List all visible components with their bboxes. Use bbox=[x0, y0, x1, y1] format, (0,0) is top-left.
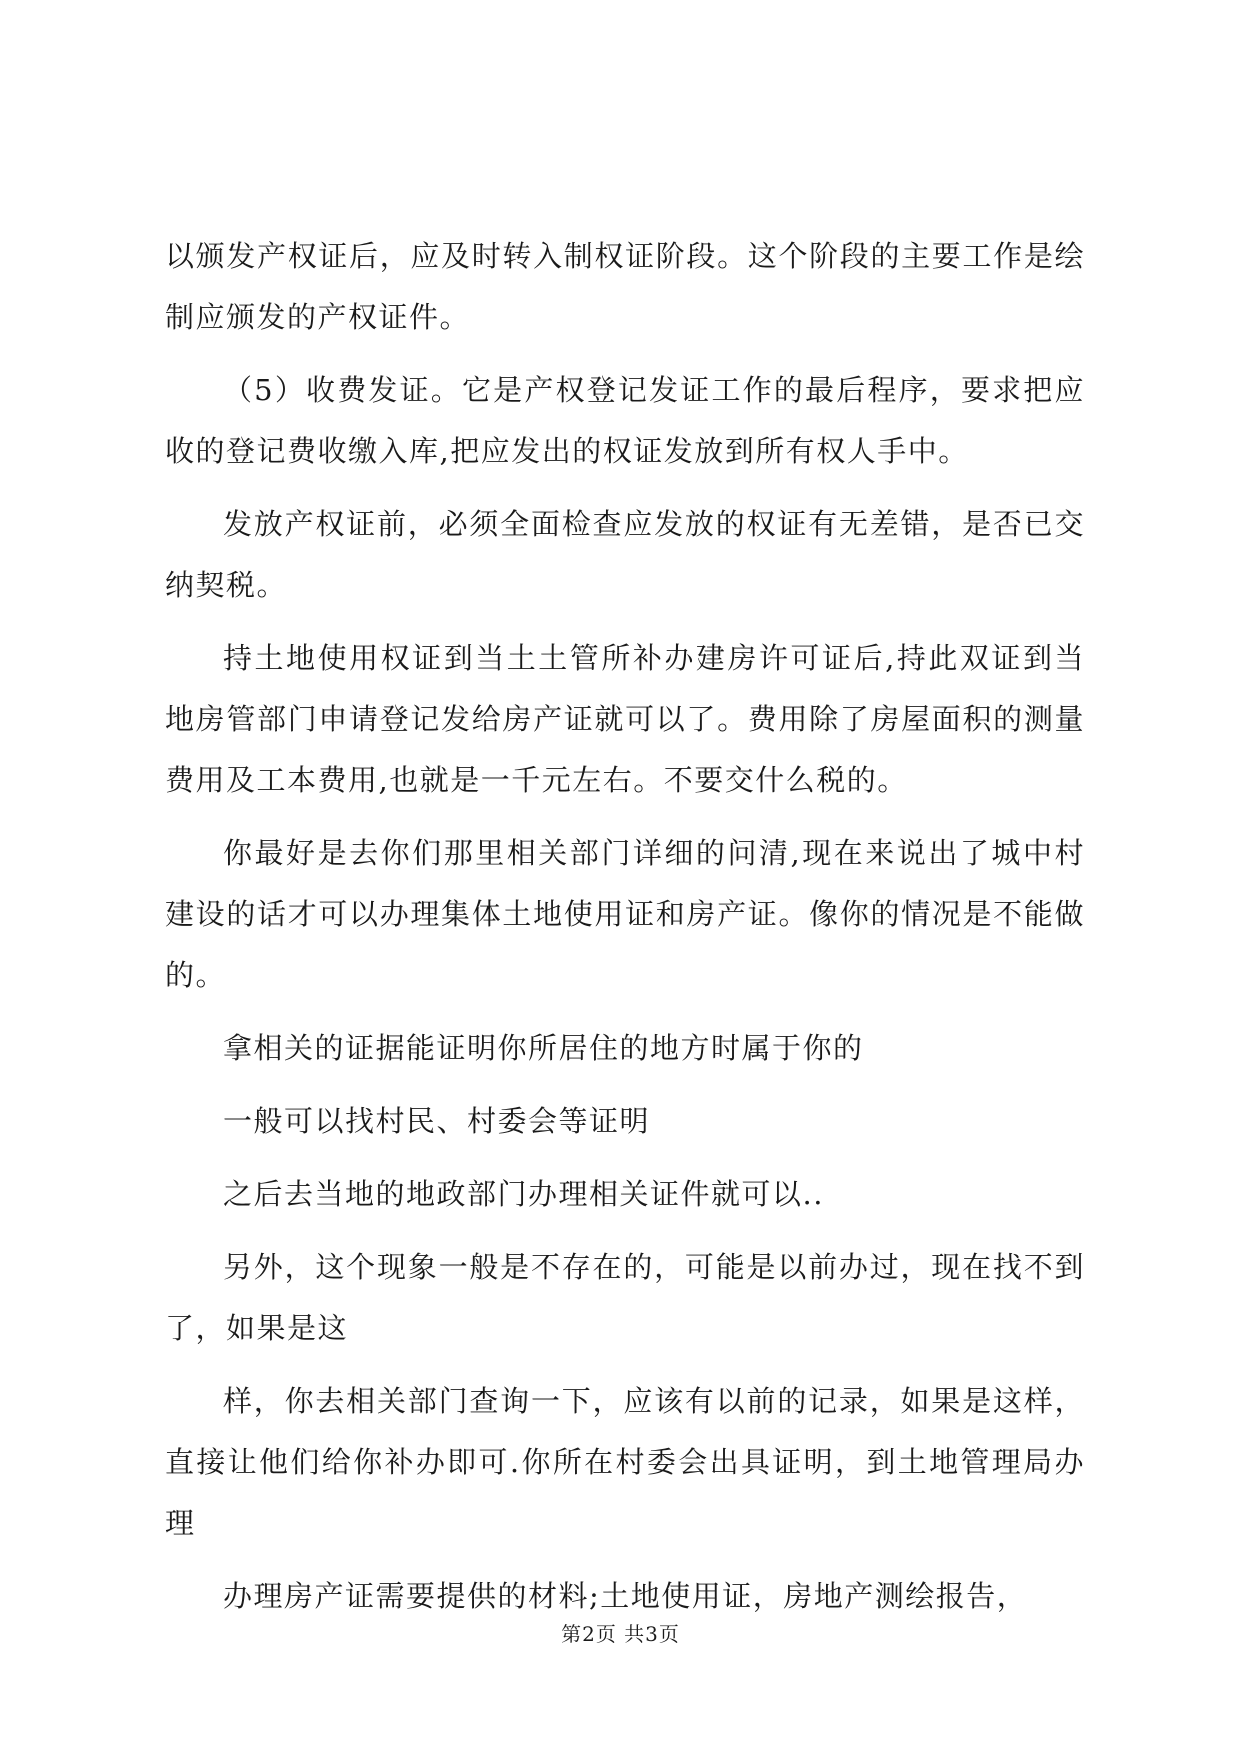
paragraph-9: 另外，这个现象一般是不存在的，可能是以前办过，现在找不到了，如果是这 bbox=[165, 1250, 1085, 1345]
document-body bbox=[165, 226, 1085, 1627]
paragraph-11: 办理房产证需要提供的材料;土地使用证，房地产测绘报告， bbox=[223, 1579, 1028, 1613]
paragraph-6: 拿相关的证据能证明你所居住的地方时属于你的 bbox=[223, 1031, 864, 1065]
paragraph-1: 以颁发产权证后，应及时转入制权证阶段。这个阶段的主要工作是绘制应颁发的产权证件。 bbox=[165, 239, 1085, 334]
paragraph-5: 你最好是去你们那里相关部门详细的问清,现在来说出了城中村建设的话才可以办理集体土地使用证和房产证。像你的情况是不能做的。 bbox=[165, 836, 1085, 992]
page-number-footer: 第2页 共3页 bbox=[561, 1622, 680, 1646]
paragraph-7: 一般可以找村民、村委会等证明 bbox=[223, 1104, 651, 1138]
paragraph-2: （5）收费发证。它是产权登记发证工作的最后程序，要求把应收的登记费收缴入库,把应发出的权证发放到所有权人手中。 bbox=[165, 373, 1085, 468]
paragraph-8: 之后去当地的地政部门办理相关证件就可以.. bbox=[223, 1177, 824, 1211]
paragraph-10: 样，你去相关部门查询一下，应该有以前的记录，如果是这样，直接让他们给你补办即可.你所在村委会出具证明，到土地管理局办理 bbox=[165, 1384, 1085, 1540]
paragraph-3: 发放产权证前，必须全面检查应发放的权证有无差错，是否已交纳契税。 bbox=[165, 507, 1085, 602]
paragraph-4: 持土地使用权证到当土土管所补办建房许可证后,持此双证到当地房管部门申请登记发给房产证就可以了。费用除了房屋面积的测量费用及工本费用,也就是一千元左右。不要交什么税的。 bbox=[165, 641, 1085, 797]
